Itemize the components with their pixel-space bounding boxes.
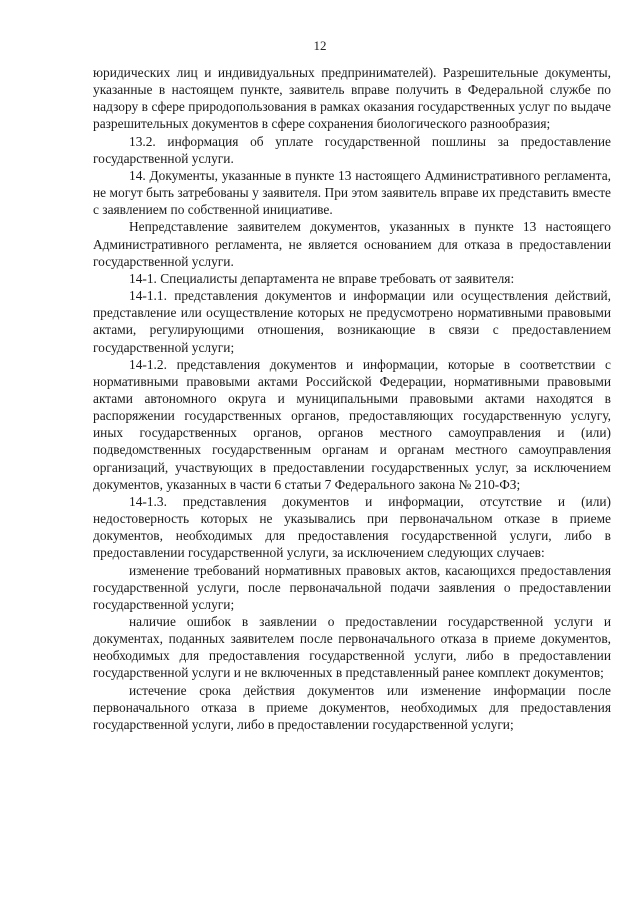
paragraph-14-1-3: 14-1.3. представления документов и информации, отсутствие и (или) недостоверность которых не указывались при первоначальном отказе в приеме документов, необходимых для предоставления государственной услуги, либо в предоставлении государственной услуги, за исключением следующих случаев: <box>93 493 611 561</box>
body-text <box>93 64 611 733</box>
paragraph-exception-expiry: истечение срока действия документов или изменение информации после первоначального отказа в приеме документов, необходимых для предоставления государственной услуги, либо в предоставлении государственной услуги; <box>93 682 611 732</box>
paragraph-exception-requirements-change: изменение требований нормативных правовых актов, касающихся предоставления государственной услуги, после первоначальной подачи заявления о предоставлении государственной услуги; <box>93 562 611 612</box>
paragraph-14: 14. Документы, указанные в пункте 13 настоящего Административного регламента, не могут быть затребованы у заявителя. При этом заявитель вправе их представить вместе с заявлением по собственной инициативе. <box>93 167 611 218</box>
paragraph-non-submission: Непредставление заявителем документов, указанных в пункте 13 настоящего Административного регламента, не является основанием для отказа в предоставлении государственной услуги. <box>93 219 611 269</box>
page-number: 12 <box>313 38 327 53</box>
paragraph-exception-errors: наличие ошибок в заявлении о предоставлении государственной услуги и документах, поданных заявителем после первоначального отказа в приеме документов, необходимых для предоставления государственной услуги, либо в предоставлении государственной услуги и не включенных в представленный ранее комплект документов; <box>93 614 611 681</box>
paragraph-continuation: юридических лиц и индивидуальных предпринимателей). Разрешительные документы, указанные в настоящем пункте, заявитель вправе получить в Федеральной службе по надзору в сфере природопользования в рамках оказания государственных услуг по выдаче разрешительных документов в сфере сохранения биологического разнообразия; <box>93 65 611 132</box>
paragraph-14-1-2: 14-1.2. представления документов и информации, которые в соответствии с нормативными правовыми актами Российской Федерации, нормативными правовыми актами автономного округа и муниципальными правовыми актами находятся в распоряжении государственных органов, предоставляющих государственную услугу, иных государственных органов, органов местного самоуправления и (или) подведомственных государственным органам и органам местного самоуправления организаций, участвующих в предоставлении государственных услуг, за исключением документов, указанных в части 6 статьи 7 Федерального закона № 210-ФЗ; <box>93 356 611 492</box>
paragraph-13-2: 13.2. информация об уплате государственной пошлины за предоставление государственной услуги. <box>93 133 611 166</box>
paragraph-14-1: 14-1. Специалисты департамента не вправе требовать от заявителя: <box>129 270 515 286</box>
paragraph-14-1-1: 14-1.1. представления документов и информации или осуществления действий, представление или осуществление которых не предусмотрено нормативными правовыми актами, регулирующими отношения, возникающие в связи с предоставлением государственной услуги; <box>93 288 611 355</box>
